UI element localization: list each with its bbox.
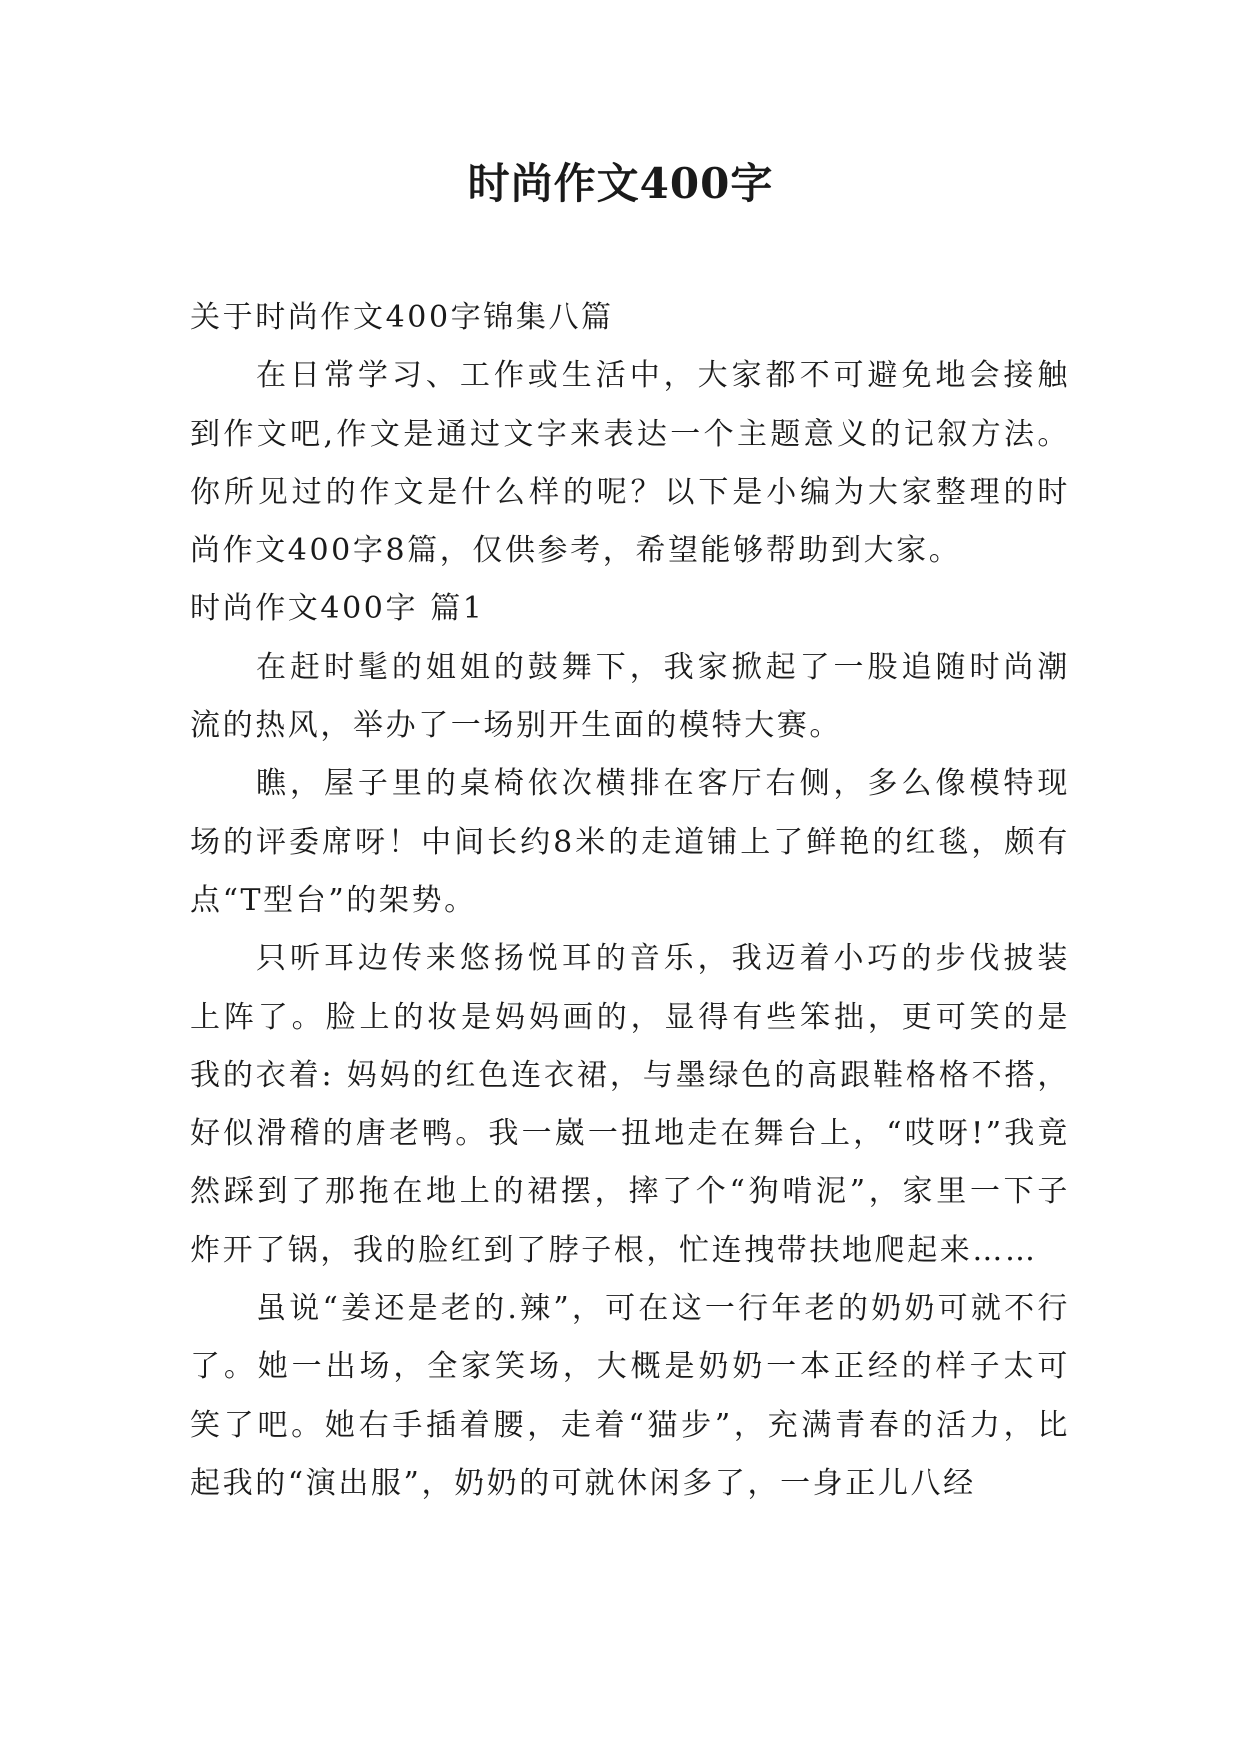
body-paragraph: 虽说“姜还是老的.辣”，可在这一行年老的奶奶可就不行了。她一出场，全家笑场，大概是奶奶一本正经的样子太可笑了吧。她右手插着腰，走着“猫步”，充满青春的活力，比起我的“演出服”，奶奶的可就休闲多了，一身正儿八经 — [190, 1291, 1070, 1501]
document-title: 时尚作文400字 — [467, 159, 774, 208]
intro-paragraph: 在日常学习、工作或生活中，大家都不可避免地会接触到作文吧,作文是通过文字来表达一个主题意义的记叙方法。你所见过的作文是什么样的呢？以下是小编为大家整理的时尚作文400字8篇，仅供参考，希望能够帮助到大家。 — [190, 358, 1070, 569]
document-subtitle: 关于时尚作文400字锦集八篇 — [190, 300, 614, 335]
section-heading: 时尚作文400字 篇1 — [190, 591, 485, 627]
body-paragraph: 瞧，屋子里的桌椅依次横排在客厅右侧，多么像模特现场的评委席呀！中间长约8米的走道铺上了鲜艳的红毯，颇有点“T型台”的架势。 — [190, 766, 1070, 918]
document-body — [190, 289, 1070, 1513]
body-paragraph: 只听耳边传来悠扬悦耳的音乐，我迈着小巧的步伐披装上阵了。脸上的妆是妈妈画的，显得有些笨拙，更可笑的是我的衣着: 妈妈的红色连衣裙，与墨绿色的高跟鞋格格不搭，好似滑稽的唐老鸭。我一崴一扭地走在舞台上，“哎呀!”我竟然踩到了那拖在地上的裙摆，摔了个“狗啃泥”，家里一下子炸开了锅，我的脸红到了脖子根，忙连拽带扶地爬起来…… — [190, 941, 1070, 1268]
body-paragraph: 在赶时髦的姐姐的鼓舞下，我家掀起了一股追随时尚潮流的热风，举办了一场别开生面的模特大赛。 — [190, 649, 1070, 744]
